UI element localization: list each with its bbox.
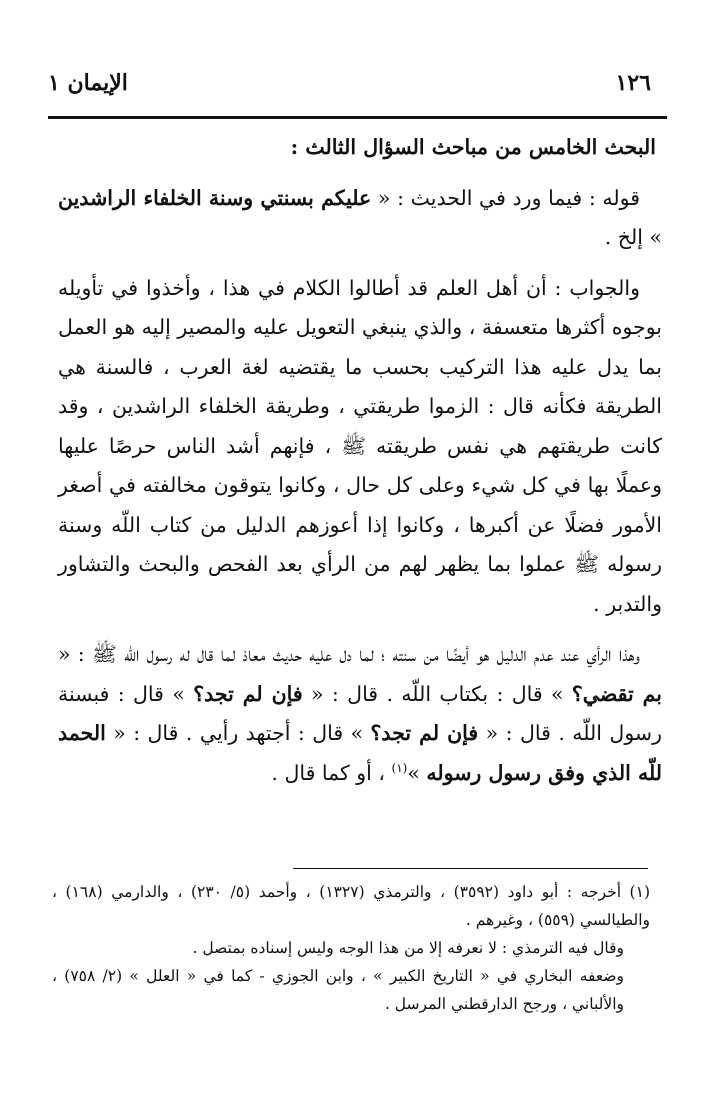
footnote-tirmidhi-note: وقال فيه الترمذي : لا نعرفه إلا من هذا الوجه وليس إسناده بمتصل .	[192, 939, 624, 957]
muadh-text-5: »	[407, 760, 427, 785]
footnote-weakness-note: وضعفه البخاري في « التاريخ الكبير » ، وابن الجوزي - كما في « العلل » (٢/ ٧٥٨) ، والألباني ، ورجح الدارقطني المرسل .	[52, 967, 625, 1013]
hadith-quote: عليكم بسنتي وسنة الخلفاء الراشدين	[58, 185, 372, 210]
paragraph-question	[58, 179, 662, 258]
muadh-text-2: » قال : بكتاب اللّه . قال : «	[302, 681, 572, 706]
main-text	[58, 128, 662, 793]
muadh-quote-4: الحمد للّه الذي وفق رسول رسوله	[58, 721, 662, 785]
muadh-quote-2: فإن لم تجد؟	[193, 681, 303, 706]
muadh-quote-3: فإن لم تجد؟	[370, 721, 479, 745]
running-title: الإيمان ١	[48, 70, 128, 96]
footnote-rule	[293, 868, 648, 869]
header-rule	[48, 116, 667, 119]
question-suffix: » إلخ .	[604, 225, 662, 249]
page-number: ١٢٦	[615, 70, 651, 96]
muadh-text-4: » قال : أجتهد رأيي . قال : «	[105, 721, 371, 745]
question-prefix: قوله : فيما ورد في الحديث : «	[371, 185, 640, 210]
paragraph-muadh-hadith	[58, 635, 662, 793]
muadh-text-1: وهذا الرأي عند عدم الدليل هو أيضًا من سنته ؛ لما دل عليه حديث معاذ لما قال له رسول اللّه ﷺ : «	[58, 642, 640, 666]
paragraph-answer: والجواب : أن أهل العلم قد أطالوا الكلام في هذا ، وأخذوا في تأويله بوجوه أكثرها متعسفة ، والذي ينبغي التعويل عليه والمصير إليه هو العمل بما يدل عليه هذا التركيب بحسب ما يقتضيه لغة العرب ، فالسنة هي الطريقة فكأنه قال : الزموا طريقتي ، وطريقة الخلفاء الراشدين ، وقد كانت طريقتهم هي نفس طريقته ﷺ ، فإنهم أشد الناس حرصًا عليها وعملًا بها في كل شيء وعلى كل حال ، وكانوا يتوقون مخالفته في أصغر الأمور فضلًا عن أكبرها ، وكانوا إذا أعوزهم الدليل من كتاب اللّه وسنة رسوله ﷺ عملوا بما يظهر لهم من الرأي بعد الفحص والبحث والتشاور والتدبر .	[58, 275, 662, 616]
page-header	[48, 60, 667, 110]
footnotes	[52, 878, 650, 1018]
section-heading: البحث الخامس من مباحث السؤال الثالث :	[290, 135, 656, 159]
muadh-text-3: » قال : فبسنة رسول اللّه . قال : «	[58, 681, 662, 745]
footnote-1: (١) أخرجه : أبو داود (٣٥٩٢) ، والترمذي (١٣٢٧) ، وأحمد (٥/ ٢٣٠) ، والدارمي (١٦٨) ، والطيالسي (٥٥٩) ، وغيرهم .	[52, 883, 650, 929]
muadh-quote-1: بم تقضي؟	[571, 681, 663, 706]
footnote-reference: (١)	[391, 760, 408, 775]
muadh-text-6: ، أو كما قال .	[271, 760, 392, 785]
